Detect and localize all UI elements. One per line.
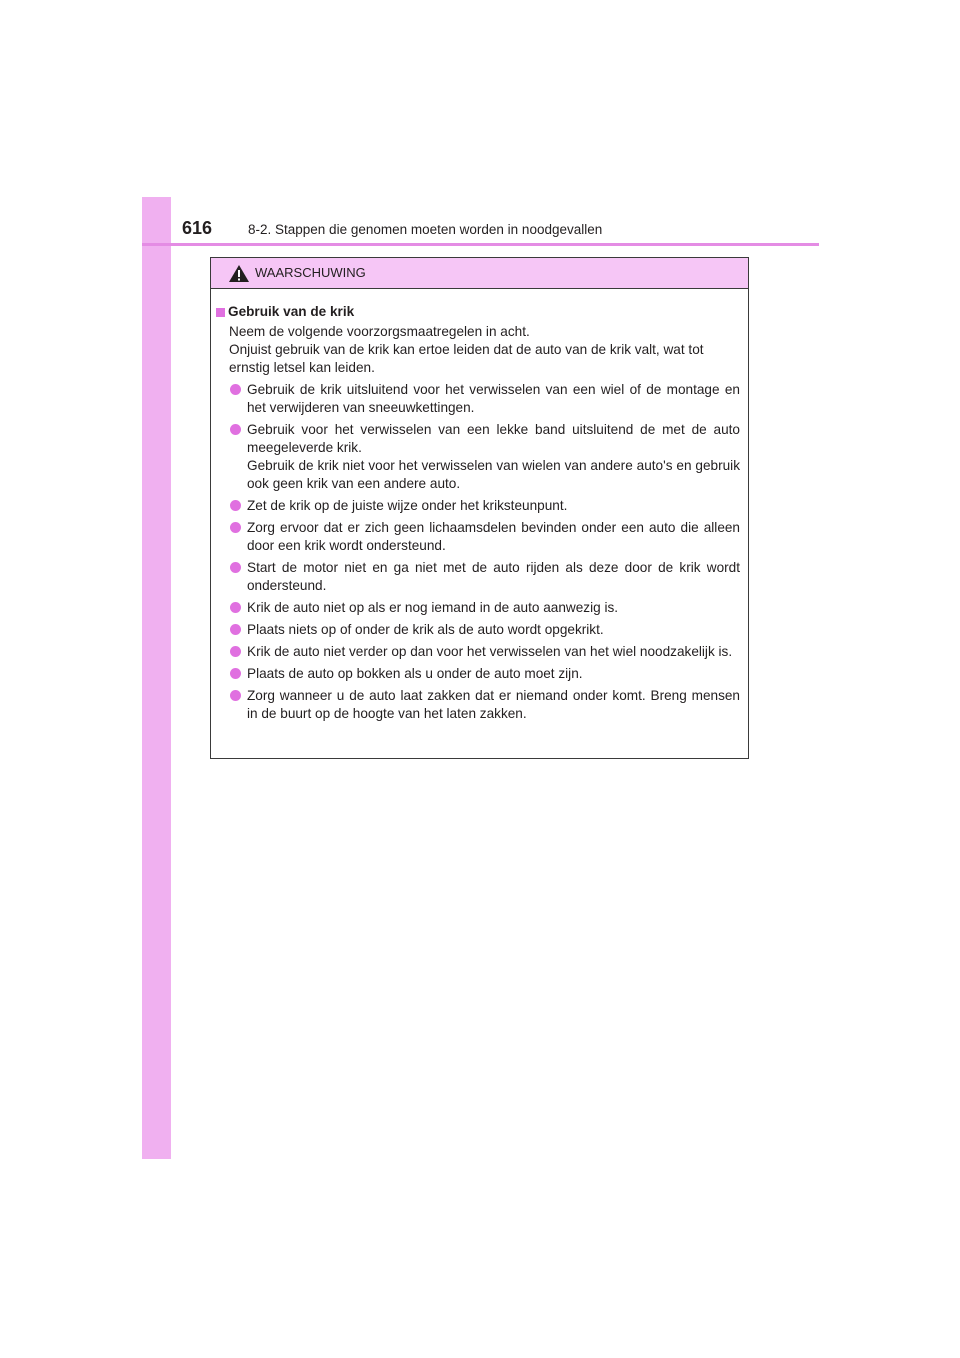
bullet-dot-icon <box>230 646 241 657</box>
square-bullet-icon <box>216 308 225 317</box>
bullet-dot-icon <box>230 522 241 533</box>
list-item-text: Plaats de auto op bokken als u onder de auto moet zijn. <box>247 666 583 681</box>
section-heading <box>216 303 740 321</box>
bullet-dot-icon <box>230 384 241 395</box>
list-item-text: Zorg ervoor dat er zich geen lichaamsdelen bevinden onder een auto die alleen door een krik wordt ondersteund. <box>247 520 740 553</box>
intro-text <box>216 323 740 377</box>
bullet-dot-icon <box>230 424 241 435</box>
list-item <box>230 559 740 595</box>
bullet-dot-icon <box>230 562 241 573</box>
header-rule <box>142 243 819 246</box>
page-number: 616 <box>182 218 213 238</box>
warning-header <box>211 258 748 289</box>
bullet-dot-icon <box>230 602 241 613</box>
precaution-list <box>216 381 740 723</box>
warning-title: WAARSCHUWING <box>255 265 366 280</box>
list-item-text: Start de motor niet en ga niet met de auto rijden als deze door de krik wordt ondersteund. <box>247 560 740 593</box>
list-item-text: Zorg wanneer u de auto laat zakken dat er niemand onder komt. Breng mensen in de buurt op de hoogte van het laten zakken. <box>247 688 740 721</box>
bullet-dot-icon <box>230 668 241 679</box>
list-item <box>230 599 740 617</box>
intro-line: Neem de volgende voorzorgsmaatregelen in acht. <box>229 324 530 339</box>
list-item-text: Krik de auto niet verder op dan voor het verwisselen van het wiel noodzakelijk is. <box>247 644 733 659</box>
side-tab-band <box>142 197 171 1159</box>
list-item <box>230 687 740 723</box>
list-item-text: Zet de krik op de juiste wijze onder het kriksteunpunt. <box>247 498 568 513</box>
list-item-text: Gebruik de krik uitsluitend voor het verwisselen van een wiel of de montage en het verwijderen van sneeuwkettingen. <box>247 382 740 415</box>
warning-box <box>210 257 749 759</box>
list-item-text: Plaats niets op of onder de krik als de auto wordt opgekrikt. <box>247 622 604 637</box>
list-item-text: Gebruik voor het verwisselen van een lekke band uitsluitend de met de auto meegeleverde krik. <box>247 422 740 455</box>
section-heading-text: Gebruik van de krik <box>228 304 355 319</box>
list-item <box>230 519 740 555</box>
intro-line: Onjuist gebruik van de krik kan ertoe leiden dat de auto van de krik valt, wat tot ernstig letsel kan leiden. <box>229 342 704 375</box>
list-item <box>230 621 740 639</box>
list-item <box>230 421 740 493</box>
bullet-dot-icon <box>230 690 241 701</box>
bullet-dot-icon <box>230 500 241 511</box>
warning-body <box>211 289 748 723</box>
list-item-text: Krik de auto niet op als er nog iemand in de auto aanwezig is. <box>247 600 619 615</box>
chapter-title: 8-2. Stappen die genomen moeten worden in noodgevallen <box>248 222 603 237</box>
list-item <box>230 381 740 417</box>
bullet-dot-icon <box>230 624 241 635</box>
list-item <box>230 497 740 515</box>
list-item <box>230 643 740 661</box>
list-item <box>230 665 740 683</box>
list-item-text: Gebruik de krik niet voor het verwisselen van wielen van andere auto's en gebruik ook geen krik van een andere auto. <box>247 458 740 491</box>
warning-triangle-icon <box>228 264 250 283</box>
